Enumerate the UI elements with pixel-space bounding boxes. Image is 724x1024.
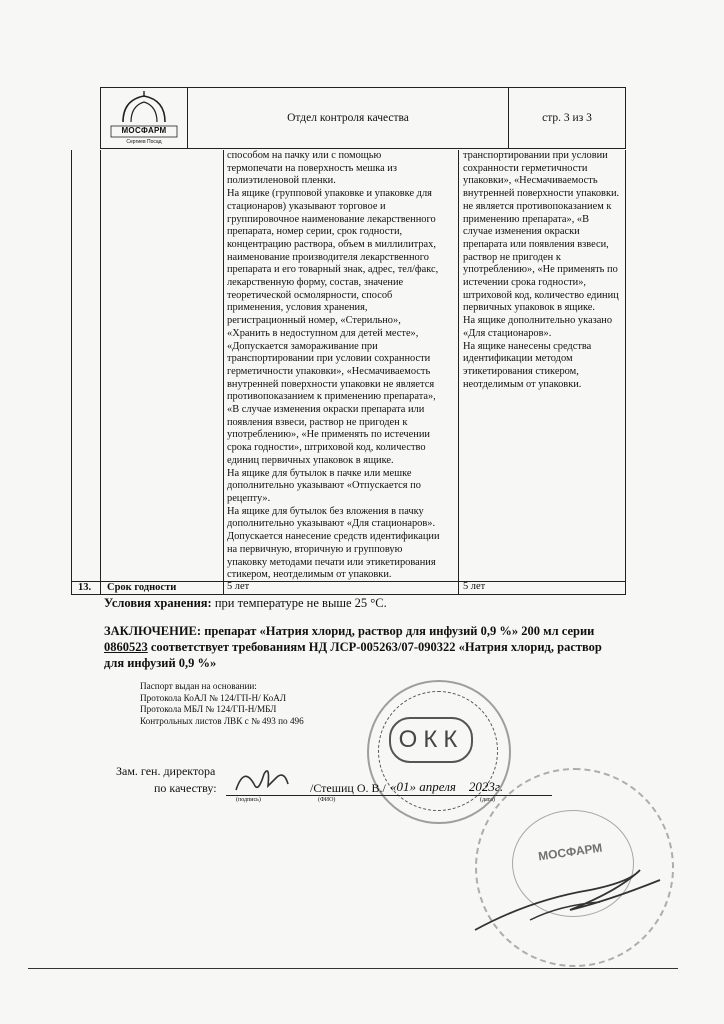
page-number: стр. 3 из 3 <box>542 112 592 124</box>
cell-line: стационаров) указывают торговое и <box>227 200 386 212</box>
cell-line: транспортировании при условии сохранности <box>227 353 431 365</box>
cell-line: наименование производителя лекарственного <box>227 251 429 263</box>
logo-name: МОСФАРМ <box>121 126 167 135</box>
signature-date: «01» апреля 2023г. <box>390 779 504 794</box>
cell-line: Допускается нанесение средств идентификации <box>227 531 440 543</box>
row-spec: 5 лет <box>227 581 250 592</box>
storage-label: Условия хранения: <box>104 596 212 610</box>
cell-line: применения, условия хранения, <box>227 302 368 314</box>
cell-line: «В случае изменения окраски препарата или <box>227 404 425 416</box>
logo-subtitle: Сергиев Посад <box>126 139 162 145</box>
cell-line: внутренней поверхности упаковки не является <box>227 378 435 390</box>
cell-line: «Хранить в недоступном для детей месте», <box>227 327 419 339</box>
passport-basis <box>140 681 304 727</box>
cell-line: полиэтиленовой пленки. <box>227 175 336 187</box>
cell-line: упаковку методами печати или этикетирования <box>227 556 436 568</box>
table-cell-results <box>463 150 625 391</box>
conclusion-line-2 <box>104 640 602 655</box>
director-signature <box>470 860 670 940</box>
cell-line: истечении срока годности», <box>463 277 586 289</box>
table-cell-requirements <box>227 150 459 582</box>
conclusion-text: препарат «Натрия хлорид, раствор для инфузий 0,9 %» 200 мл серии <box>204 624 595 638</box>
cell-line: появления взвеси, раствор не пригоден к <box>227 416 408 428</box>
signatory-role-2: по качеству: <box>154 781 217 795</box>
cell-line: на первичную, вторичную и групповую <box>227 543 403 555</box>
passport-line: Протокола МБЛ № 124/ГП-Н/МБЛ <box>140 704 277 714</box>
footer-rule <box>28 968 678 969</box>
cell-line: раствор не пригоден к <box>463 251 561 263</box>
conclusion-line-1 <box>104 624 594 639</box>
date-year-prefix: 20 <box>468 779 482 794</box>
serial-number: 0860523 <box>104 640 148 654</box>
cell-line: идентификации методом <box>463 353 573 365</box>
cell-line: транспортировании при условии <box>463 150 608 161</box>
cell-line: дополнительно указывают «Отпускается по <box>227 480 421 492</box>
page-header <box>100 87 626 149</box>
caption-name: (ФИО) <box>318 797 336 803</box>
cell-line: герметичности упаковки», «Несмачиваемость <box>227 365 431 377</box>
cell-line: группировочное наименование лекарственного <box>227 213 436 225</box>
cell-line: употреблению», «Не применять по истечении <box>227 429 430 441</box>
date-day: 01 <box>396 779 410 794</box>
storage-text: при температуре не выше 25 °С. <box>214 596 387 610</box>
cell-line: дополнительно указывают «Для стационаров». <box>227 518 436 530</box>
cell-line: регистрационный номер, «Стерильно», <box>227 315 401 327</box>
passport-line: Контрольных листов ЛВК с № 493 по 496 <box>140 715 304 726</box>
cell-line: этикетирования стикером, <box>463 365 579 377</box>
storage-conditions <box>104 596 387 611</box>
cell-line: штриховой код, количество единиц <box>463 289 619 301</box>
cell-line: внутренней поверхности упаковки. <box>463 188 620 200</box>
cell-line: единиц первичных упаковок в ящике. <box>227 454 394 466</box>
row-name: Срок годности <box>107 582 177 593</box>
cell-line: применению препарата», «В <box>463 213 590 225</box>
conclusion-line-3: для инфузий 0,9 %» <box>104 656 217 670</box>
cell-line: неотделимым от упаковки. <box>463 378 582 390</box>
cell-line: сохранности герметичности <box>463 162 588 174</box>
company-logo <box>101 88 188 148</box>
row-result: 5 лет <box>463 581 486 592</box>
cell-line: упаковки», «Несмачиваемость <box>463 175 598 187</box>
department-title: Отдел контроля качества <box>188 88 509 148</box>
cell-line: препарата, номер серии, срок годности, <box>227 226 403 238</box>
cell-line: случае изменения окраски <box>463 226 580 238</box>
cell-line: не является противопоказанием к <box>463 200 612 212</box>
cell-line: теоретической осмолярности, способ <box>227 289 393 301</box>
handwritten-signature <box>226 760 306 800</box>
cell-line: рецепту». <box>227 492 271 504</box>
cell-line: термопечати на поверхность мешка из <box>227 162 397 174</box>
company-seal-logo: МОСФАРМ <box>537 840 604 864</box>
cell-line: употреблению», «Не применять по <box>463 264 618 276</box>
spec-table <box>71 150 626 595</box>
cell-line: «Для стационаров». <box>463 327 552 339</box>
cell-line: препарата и его товарный знак, адрес, тел/факс, <box>227 264 439 276</box>
okk-stamp: ОКК <box>389 717 473 763</box>
cell-line: противопоказанием к применению препарата», <box>227 391 436 403</box>
caption-signature: (подпись) <box>236 797 261 803</box>
cell-line: На ящике для бутылок без вложения в пачку <box>227 505 424 517</box>
cell-line: лекарственную форму, состав, значение <box>227 277 404 289</box>
date-month: апреля <box>419 779 456 794</box>
cell-line: препарата или появления взвеси, <box>463 238 609 250</box>
cell-line: стикером, неотделимым от упаковки. <box>227 569 392 581</box>
cell-line: На ящике дополнительно указано <box>463 315 613 327</box>
conclusion-compliance: соответствует требованиям НД ЛСР-005263/07-090322 «Натрия хлорид, раствор <box>150 640 602 654</box>
conclusion-label: ЗАКЛЮЧЕНИЕ: <box>104 624 202 638</box>
cell-line: «Допускается замораживание при <box>227 340 378 352</box>
cell-line: срока годности», штриховой код, количество <box>227 442 426 454</box>
cell-line: На ящике для бутылок в пачке или мешке <box>227 467 412 479</box>
passport-line: Протокола КоАЛ № 124/ГП-Н/ КоАЛ <box>140 692 287 703</box>
cell-line: На ящике нанесены средства <box>463 340 592 352</box>
signatory-name: /Стешиц О. В./ <box>310 781 386 795</box>
row-number: 13. <box>78 582 92 593</box>
cell-line: концентрацию раствора, объем в миллилитрах, <box>227 238 436 250</box>
signatory-role-1: Зам. ген. директора <box>116 764 216 778</box>
cell-line: способом на пачку или с помощью <box>227 150 382 161</box>
passport-line: Паспорт выдан на основании: <box>140 681 257 691</box>
caption-date: (дата) <box>480 797 495 803</box>
cell-line: первичных упаковок в ящике. <box>463 302 595 314</box>
cell-line: На ящике (групповой упаковке и упаковке для <box>227 188 432 200</box>
date-year-suffix: 23 <box>481 779 495 794</box>
